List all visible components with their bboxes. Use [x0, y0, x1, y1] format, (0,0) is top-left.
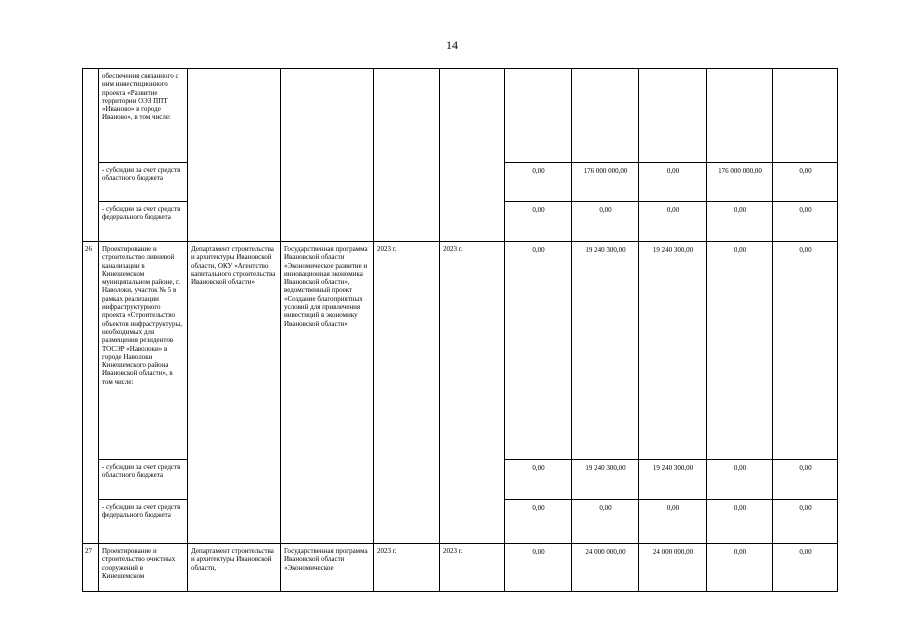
value-cell: 0,00: [572, 500, 639, 544]
value-cell: 0,00: [639, 202, 707, 242]
value-cell: 19 240 300,00: [572, 460, 639, 500]
row-index-cell: 26: [83, 242, 99, 544]
value-cell: 0,00: [773, 242, 838, 460]
value-cell: 0,00: [639, 500, 707, 544]
value-cell: 176 000 000,00: [572, 163, 639, 202]
value-cell: 0,00: [505, 202, 572, 242]
value-cell: 19 240 300,00: [639, 460, 707, 500]
start-year-cell: [374, 69, 440, 242]
program-cell: Государственная программа Ивановской области «Экономическое: [281, 544, 374, 592]
value-cell: 0,00: [505, 500, 572, 544]
row-name-cell: - субсидии за счет средств областного бюджета: [99, 163, 188, 202]
value-cell: 0,00: [505, 163, 572, 202]
value-cell: 0,00: [773, 163, 838, 202]
value-cell: 0,00: [505, 544, 572, 592]
row-name-cell: - субсидии за счет средств федерального бюджета: [99, 500, 188, 544]
row-name-cell: - субсидии за счет средств областного бюджета: [99, 460, 188, 500]
value-cell: 0,00: [572, 202, 639, 242]
value-cell: 0,00: [707, 544, 773, 592]
value-cell: 0,00: [707, 202, 773, 242]
row-name-cell: Проектирование и строительство очистных сооружений в Кинешемском: [99, 544, 188, 592]
table-row: [83, 69, 838, 163]
budget-table: [82, 68, 838, 592]
value-cell: 0,00: [707, 500, 773, 544]
row-index-cell: 27: [83, 544, 99, 592]
value-cell: 0,00: [773, 202, 838, 242]
value-cell: [505, 69, 572, 163]
page-number: 14: [446, 38, 458, 52]
executor-cell: [188, 69, 281, 242]
table-row: [83, 544, 838, 592]
end-year-cell: 2023 г.: [440, 242, 505, 544]
table-row: [83, 242, 838, 460]
start-year-cell: 2023 г.: [374, 242, 440, 544]
start-year-cell: 2023 г.: [374, 544, 440, 592]
row-name-cell: обеспечения связанного с ним инвестиционного проекта «Развитие территории ОЭЗ ППТ «Иваново» в городе Иваново», в том числе:: [99, 69, 188, 163]
value-cell: [773, 69, 838, 163]
value-cell: 176 000 000,00: [707, 163, 773, 202]
value-cell: 0,00: [707, 242, 773, 460]
value-cell: 0,00: [639, 163, 707, 202]
value-cell: 0,00: [505, 242, 572, 460]
value-cell: 24 000 000,00: [572, 544, 639, 592]
row-name-cell: - субсидии за счет средств федерального бюджета: [99, 202, 188, 242]
executor-cell: Департамент строительства и архитектуры Ивановской области, ОКУ «Агентство капитального строительства Ивановской области»: [188, 242, 281, 544]
end-year-cell: [440, 69, 505, 242]
value-cell: [707, 69, 773, 163]
value-cell: 19 240 300,00: [572, 242, 639, 460]
value-cell: [572, 69, 639, 163]
value-cell: 24 000 000,00: [639, 544, 707, 592]
program-cell: [281, 69, 374, 242]
row-index-cell: [83, 69, 99, 242]
value-cell: 0,00: [773, 460, 838, 500]
value-cell: 19 240 300,00: [639, 242, 707, 460]
end-year-cell: 2023 г.: [440, 544, 505, 592]
value-cell: [639, 69, 707, 163]
executor-cell: Департамент строительства и архитектуры Ивановской области,: [188, 544, 281, 592]
value-cell: 0,00: [707, 460, 773, 500]
value-cell: 0,00: [773, 500, 838, 544]
value-cell: 0,00: [505, 460, 572, 500]
program-cell: Государственная программа Ивановской области «Экономическое развитие и инновационная экономика Ивановской области», ведомственный проект «Создание благоприятных условий для привлечения инвестиций в экономику Ивановской области»: [281, 242, 374, 544]
row-name-cell: Проектирование и строительство ливневой канализации в Кинешемском муниципальном районе, г. Наволоки, участок № 5 в рамках реализации инфраструктурного проекта «Строительство объектов инфраструктуры, необходимых для размещения резидентов ТОСЭР «Наволоки» в городе Наволоки Кинешемского района Ивановской области», в том числе:: [99, 242, 188, 460]
value-cell: 0,00: [773, 544, 838, 592]
